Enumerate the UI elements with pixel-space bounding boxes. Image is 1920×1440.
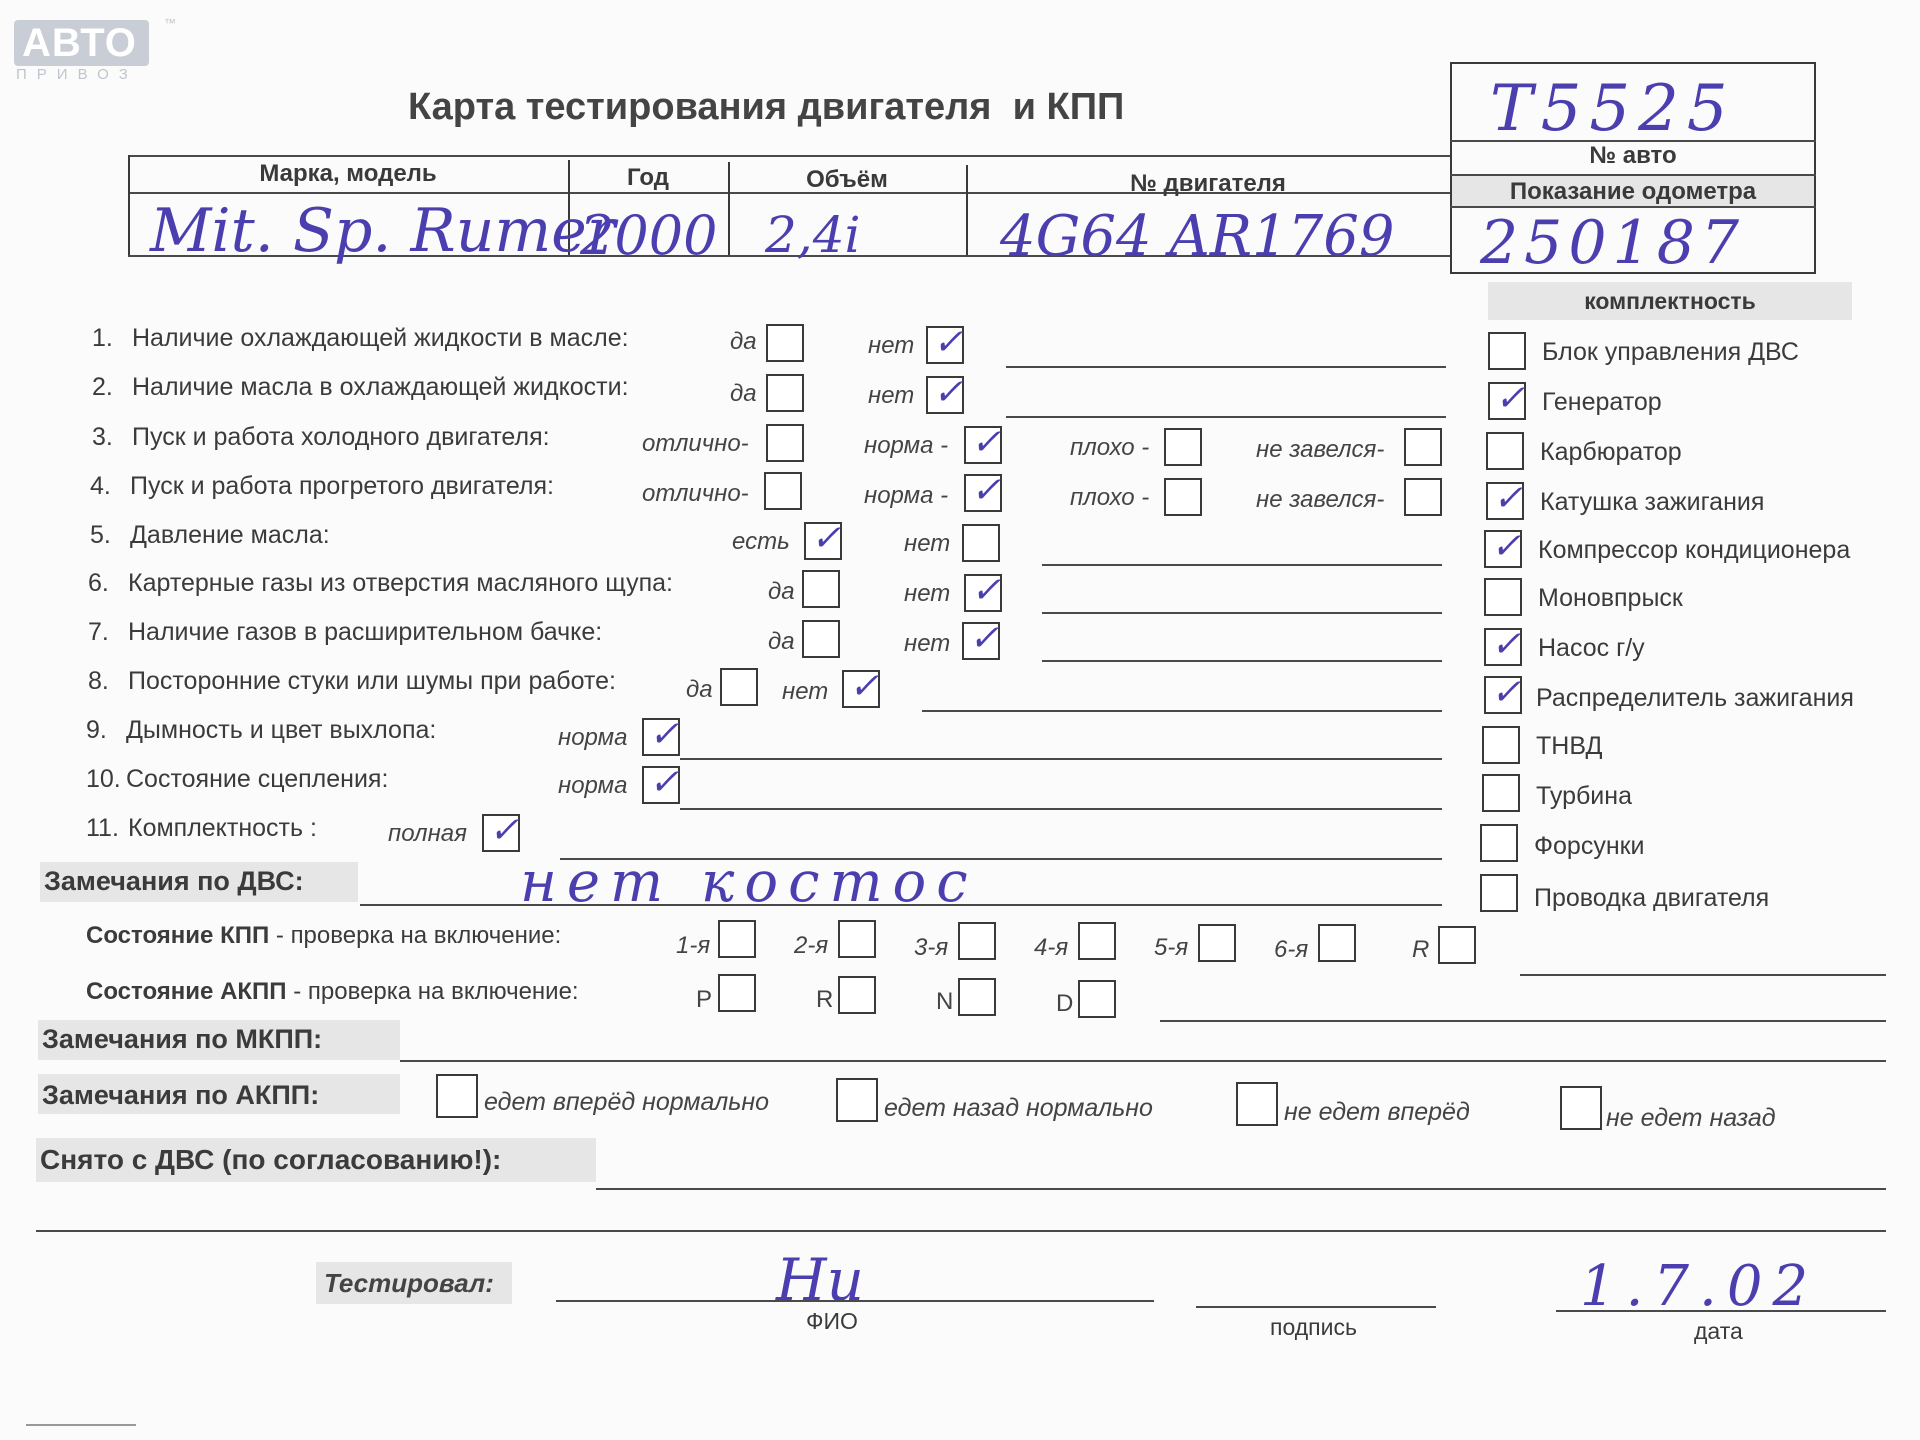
row-1-num: 1. [92,324,113,352]
row-7-opt-yes: да [768,628,795,655]
kpp-gear-3: 3-я [914,934,949,961]
tested-label: Тестировал: [324,1268,494,1298]
completeness-12-label: Проводка двигателя [1534,884,1770,912]
row-7-no-checkbox[interactable] [962,618,1000,660]
check-mark-icon: ✓ [1493,478,1524,519]
akpp-label [86,978,579,1006]
row-3-bad-checkbox[interactable] [1164,428,1202,466]
row-7-opt-no: нет [904,630,951,657]
row-3-excellent-checkbox[interactable] [766,424,804,462]
completeness-4-checkbox[interactable] [1486,478,1524,520]
row-6-yes-checkbox[interactable] [802,570,840,608]
row-3-opt-nostart: не завелся- [1256,436,1385,463]
kpp-label-suffix: - проверка на включение: [269,922,562,949]
kpp-gear-2-checkbox[interactable] [838,920,876,958]
akpp-mode-p: P [696,986,713,1013]
row-9-num: 9. [86,716,107,744]
completeness-10-label: Турбина [1536,782,1632,810]
logo-main: АВТО [22,21,137,65]
kpp-gear-2: 2-я [794,932,829,959]
row-5-opt-yes: есть [732,528,790,555]
tested-sign-caption: подпись [1270,1314,1357,1340]
row-11-opt-full: полная [388,820,467,847]
row-8-opt-yes: да [686,676,713,703]
row-2-opt-no: нет [868,382,915,409]
akpp-label-suffix: - проверка на включение: [286,978,579,1005]
completeness-12-checkbox[interactable] [1480,874,1518,912]
akpp-no-forward: не едет вперёд [1284,1098,1470,1126]
row-4-num: 4. [90,472,111,500]
row-6-opt-no: нет [904,580,951,607]
row-5-no-checkbox[interactable] [962,524,1000,562]
row-1-yes-checkbox[interactable] [766,324,804,362]
completeness-6-checkbox[interactable] [1484,578,1522,616]
completeness-8-checkbox[interactable] [1484,672,1522,714]
row-7-num: 7. [88,618,109,646]
kpp-gear-1-checkbox[interactable] [718,920,756,958]
completeness-3-label: Карбюратор [1540,438,1682,466]
row-6-label: Картерные газы из отверстия масляного щупа: [128,569,673,597]
row-10-opt-normal: норма [558,772,628,799]
kpp-gear-4: 4-я [1034,934,1069,961]
make-value: Mit. Sp. Rumer [150,196,616,266]
row-7-label: Наличие газов в расширительном бачке: [128,618,603,646]
row-4-normal-checkbox[interactable] [964,470,1002,512]
completeness-6-label: Моновпрыск [1538,584,1683,612]
row-2-opt-yes: да [730,380,757,407]
akpp-mode-d-checkbox[interactable] [1078,980,1116,1018]
row-8-label: Посторонние стуки или шумы при работе: [128,667,616,695]
completeness-7-checkbox[interactable] [1484,624,1522,666]
row-11-num: 11. [86,814,119,842]
row-11-label: Комплектность : [128,814,317,842]
completeness-2-label: Генератор [1542,388,1662,416]
logo-sub: ПРИВОЗ [16,66,138,83]
row-5-num: 5. [90,521,111,549]
check-mark-icon: ✓ [1491,672,1522,713]
check-mark-icon: ✓ [649,714,680,755]
akpp-backward-ok: едет назад нормально [884,1094,1153,1122]
completeness-9-label: ТНВД [1536,732,1603,760]
row-3-label: Пуск и работа холодного двигателя: [132,423,550,451]
kpp-gear-6-checkbox[interactable] [1318,924,1356,962]
kpp-gear-4-checkbox[interactable] [1078,922,1116,960]
akpp-no-backward-checkbox[interactable] [1560,1086,1602,1130]
row-4-opt-normal: норма - [864,482,949,509]
row-3-opt-normal: норма - [864,432,949,459]
akpp-mode-d: D [1056,990,1074,1017]
check-mark-icon: ✓ [933,372,964,413]
row-8-yes-checkbox[interactable] [720,668,758,706]
engine-value: 4G64 AR1769 [1000,204,1395,269]
check-mark-icon: ✓ [971,422,1002,463]
check-mark-icon: ✓ [933,322,964,363]
completeness-2-checkbox[interactable] [1488,378,1526,420]
volume-value: 2,4i [765,206,861,264]
odometer-label: Показание одометра [1509,178,1757,205]
row-4-label: Пуск и работа прогретого двигателя: [130,472,554,500]
completeness-9-checkbox[interactable] [1482,726,1520,764]
row-6-opt-yes: да [768,578,795,605]
row-6-no-checkbox[interactable] [964,570,1002,612]
completeness-5-label: Компрессор кондиционера [1538,536,1851,564]
row-3-normal-checkbox[interactable] [964,422,1002,464]
mkpp-remarks-label: Замечания по МКПП: [42,1024,323,1054]
row-1-no-checkbox[interactable] [926,322,964,364]
check-mark-icon: ✓ [971,570,1002,611]
kpp-gear-r-checkbox[interactable] [1438,926,1476,964]
check-mark-icon: ✓ [971,470,1002,511]
year-value: 2000 [580,204,718,267]
check-mark-icon: ✓ [1491,526,1522,567]
akpp-mode-n-checkbox[interactable] [958,978,996,1016]
row-10-num: 10. [86,765,121,793]
row-5-opt-no: нет [904,530,951,557]
row-3-opt-bad: плохо - [1070,434,1150,461]
akpp-label-main: Состояние АКПП [86,978,287,1005]
completeness-10-checkbox[interactable] [1482,774,1520,812]
col-engine: № двигателя [1130,170,1286,197]
kpp-label [86,922,561,950]
row-4-opt-nostart: не завелся- [1256,486,1385,513]
engine-remarks-value: нет костос [520,850,978,915]
completeness-11-checkbox[interactable] [1480,824,1518,862]
check-mark-icon: ✓ [849,666,880,707]
car-number-label: № авто [1589,142,1677,169]
completeness-1-checkbox[interactable] [1488,332,1526,370]
akpp-mode-r-checkbox[interactable] [838,976,876,1014]
row-9-normal-checkbox[interactable] [642,714,680,756]
row-2-yes-checkbox[interactable] [766,374,804,412]
completeness-3-checkbox[interactable] [1486,432,1524,470]
akpp-no-forward-checkbox[interactable] [1236,1082,1278,1126]
row-3-nostart-checkbox[interactable] [1404,428,1442,466]
col-year: Год [627,164,669,191]
akpp-forward-ok-checkbox[interactable] [436,1074,478,1118]
completeness-11-label: Форсунки [1534,832,1645,860]
tested-name-value: Ни [776,1246,864,1314]
kpp-gear-5: 5-я [1154,934,1189,961]
col-volume: Объём [806,166,888,193]
logo-tm: ™ [164,16,176,30]
car-number-value: T5525 [1490,72,1736,146]
row-5-yes-checkbox[interactable] [804,518,842,560]
logo [14,16,176,66]
kpp-gear-3-checkbox[interactable] [958,922,996,960]
check-mark-icon: ✓ [811,518,842,559]
row-5-label: Давление масла: [130,521,330,549]
row-4-opt-excellent: отлично- [642,480,749,507]
engine-remarks-label: Замечания по ДВС: [44,866,304,896]
check-mark-icon: ✓ [1491,624,1522,665]
akpp-forward-ok: едет вперёд нормально [484,1088,770,1116]
row-3-num: 3. [92,423,113,451]
row-10-label: Состояние сцепления: [126,765,389,793]
row-4-opt-bad: плохо - [1070,484,1150,511]
row-10-normal-checkbox[interactable] [642,762,680,804]
row-2-no-checkbox[interactable] [926,372,964,414]
completeness-title: комплектность [1584,288,1756,314]
row-6-num: 6. [88,569,109,597]
kpp-label-main: Состояние КПП [86,922,270,949]
akpp-mode-n: N [936,988,954,1015]
row-1-opt-yes: да [730,328,757,355]
row-11-full-checkbox[interactable] [482,810,520,852]
akpp-remarks-label: Замечания по АКПП: [42,1080,320,1110]
akpp-no-backward: не едет назад [1606,1104,1776,1132]
row-4-excellent-checkbox[interactable] [764,472,802,510]
tested-date-caption: дата [1694,1318,1743,1344]
col-make: Марка, модель [259,160,437,187]
completeness-4-label: Катушка зажигания [1540,488,1765,516]
tested-name-caption: ФИО [806,1308,858,1334]
kpp-gear-r: R [1412,936,1430,963]
row-8-opt-no: нет [782,678,829,705]
check-mark-icon: ✓ [649,762,680,803]
page-title: Карта тестирования двигателя и КПП [408,86,1125,128]
row-8-num: 8. [88,667,109,695]
row-2-num: 2. [92,373,113,401]
akpp-mode-r: R [816,986,834,1013]
row-9-label: Дымность и цвет выхлопа: [126,716,437,744]
row-8-no-checkbox[interactable] [842,666,880,708]
row-7-yes-checkbox[interactable] [802,620,840,658]
completeness-5-checkbox[interactable] [1484,526,1522,568]
check-mark-icon: ✓ [969,618,1000,659]
kpp-gear-1: 1-я [676,932,711,959]
row-2-label: Наличие масла в охлаждающей жидкости: [132,373,629,401]
row-4-bad-checkbox[interactable] [1164,478,1202,516]
check-mark-icon: ✓ [1495,378,1526,419]
completeness-1-label: Блок управления ДВС [1542,338,1799,366]
akpp-backward-ok-checkbox[interactable] [836,1078,878,1122]
kpp-gear-5-checkbox[interactable] [1198,924,1236,962]
row-4-nostart-checkbox[interactable] [1404,478,1442,516]
kpp-gear-6: 6-я [1274,936,1309,963]
removed-label: Снято с ДВС (по согласованию!): [40,1144,502,1175]
row-1-label: Наличие охлаждающей жидкости в масле: [132,324,629,352]
odometer-value: 250187 [1480,208,1746,278]
row-9-opt-normal: норма [558,724,628,751]
row-1-opt-no: нет [868,332,915,359]
completeness-8-label: Распределитель зажигания [1536,684,1854,712]
completeness-7-label: Насос г/у [1538,634,1645,662]
tested-date-value: 1.7.02 [1580,1254,1819,1319]
akpp-mode-p-checkbox[interactable] [718,974,756,1012]
check-mark-icon: ✓ [489,810,520,851]
row-3-opt-excellent: отлично- [642,430,749,457]
